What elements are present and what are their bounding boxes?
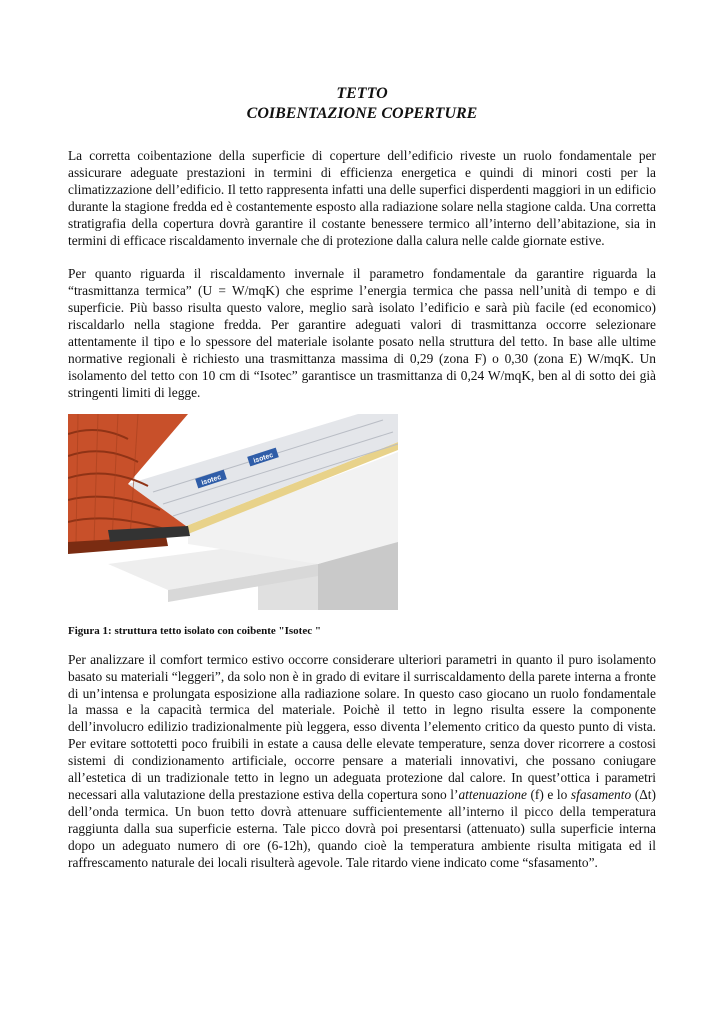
paragraph-text: (Δt) dell’onda termica. Un buon tetto dovrà attenuare sufficientemente all’interno il picco della temperatura raggiunta dalla sua superficie esterna. Tale picco dovrà poi presentarsi (attenuato) sulla superficie interna dopo un adeguato numero di ore (6-12h), quando cioè la temperatura ambiente risulta mitigata ed il raffrescamento naturale dei locali risulterà agevole. Tale ritardo viene indicato come “sfasamento”. <box>68 786 656 870</box>
roof-illustration <box>68 414 398 610</box>
paragraph-winter-heating: Per quanto riguarda il riscaldamento invernale il parametro fondamentale da garantire riguarda la “trasmittanza termica” (U = W/mqK) che esprime l’energia termica che passa nell’unità di tempo e di superficie. Più basso risulta questo valore, meglio sarà isolato l’edificio e sarà più facile (ed economico) riscaldarlo nella stagione fredda. Per garantire adeguati valori di trasmittanza occorre selezionare attentamente il tipo e lo spessore del materiale isolante posato nella struttura del tetto. In base alle ultime normative regionali è richiesto una trasmittanza massima di 0,29 (zona F) o 0,30 (zona E) W/mqK. Un isolamento del tetto con 10 cm di “Isotec” garantisce un trasmittanza di 0,24 W/mqK, ben al di sotto dei già stringenti limiti di legge. <box>68 266 656 400</box>
roof-diagram <box>68 414 398 610</box>
term-attenuazione: attenuazione <box>458 786 527 802</box>
paragraph-text: (f) e lo <box>526 786 571 802</box>
isotec-label: isotec <box>200 473 223 487</box>
page-title <box>68 84 656 124</box>
title-line-1: TETTO <box>336 85 388 102</box>
paragraph-intro: La corretta coibentazione della superficie di coperture dell’edificio riveste un ruolo fondamentale per assicurare adeguate prestazioni in termini di efficienza energetica e quindi di minori costi per la climatizzazione dell’edificio. Il tetto rappresenta infatti una delle superfici disperdenti maggiori in un edificio durante la stagione fredda ed è costantemente esposto alla radiazione solare nella stagione calda. Una corretta stratigrafia della copertura dovrà garantire il costante benessere termico all’interno dell’abitazione, sia in termini di efficace riscaldamento invernale che di protezione dalla calura nelle calde giornate estive. <box>68 148 656 248</box>
figure-caption: Figura 1: struttura tetto isolato con coibente "Isotec " <box>68 624 321 637</box>
paragraph-summer-comfort <box>68 652 656 872</box>
isotec-label: isotec <box>252 451 275 465</box>
title-line-2: COIBENTAZIONE COPERTURE <box>246 105 478 122</box>
paragraph-text: Per analizzare il comfort termico estivo occorre considerare ulteriori parametri in quanto il puro isolamento basato su materiali “leggeri”, da solo non è in grado di evitare il surriscaldamento della parete interna a fronte di un’intensa e prolungata esposizione alla radiazione solare. In questo caso giocano un ruolo fondamentale la massa e la capacità termica del materiale. Poichè il tetto in legno risulta essere la componente dell’involucro edilizio tradizionalmente più leggera, esso diventa l’elemento critico da questo punto di vista. Per evitare sottotetti poco fruibili in estate a causa delle elevate temperature, senza dover ricorrere a costosi sistemi di condizionamento artificiale, occorre pensare a materiali innovativi, che possano coniugare all’estetica di un tradizionale tetto in legno un adeguata protezione dal calore. In quest’ottica i parametri necessari alla valutazione della prestazione estiva della copertura sono l’ <box>68 651 656 802</box>
term-sfasamento: sfasamento <box>570 786 632 802</box>
document-page <box>68 84 656 871</box>
